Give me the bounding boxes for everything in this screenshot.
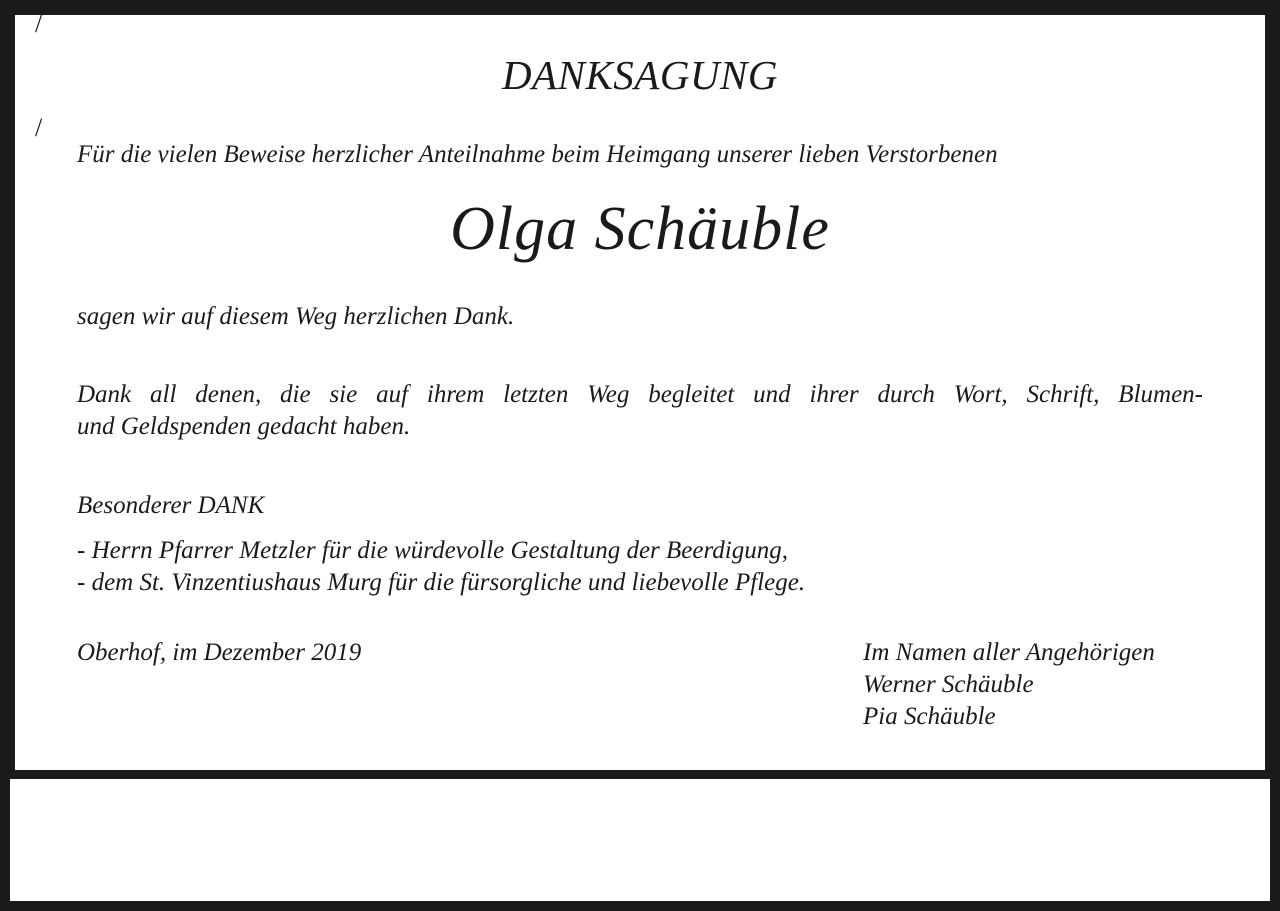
thanks-line: sagen wir auf diesem Weg herzlichen Dank. — [77, 303, 515, 330]
empty-panel — [10, 779, 1270, 901]
intro-text: Für die vielen Beweise herzlicher Anteilnahme beim Heimgang unserer lieben Verstorbenen — [77, 141, 998, 168]
signature-line: Werner Schäuble — [863, 671, 1034, 698]
signature-line: Pia Schäuble — [863, 703, 996, 730]
place-date: Oberhof, im Dezember 2019 — [77, 639, 362, 666]
signature-line: Im Namen aller Angehörigen — [863, 639, 1155, 666]
thank-you-notice — [15, 9, 1265, 770]
deceased-name: Olga Schäuble — [450, 195, 830, 263]
paragraph-line: Dank all denen, die sie auf ihrem letzten Weg begleitet und ihrer durch Wort, Schrift, Blumen- — [77, 381, 1203, 408]
corner-mark: / — [35, 113, 43, 142]
special-thanks-title: Besonderer DANK — [77, 492, 265, 519]
thanks-paragraph — [77, 379, 1203, 443]
signature-block — [863, 637, 1155, 733]
notice-heading: DANKSAGUNG — [501, 52, 779, 98]
special-thanks-item: - dem St. Vinzentiushaus Murg für die fürsorgliche und liebevolle Pflege. — [77, 569, 806, 596]
corner-mark: / — [35, 9, 43, 38]
paragraph-line: und Geldspenden gedacht haben. — [77, 413, 411, 440]
special-thanks-item: - Herrn Pfarrer Metzler für die würdevolle Gestaltung der Beerdigung, — [77, 537, 788, 564]
